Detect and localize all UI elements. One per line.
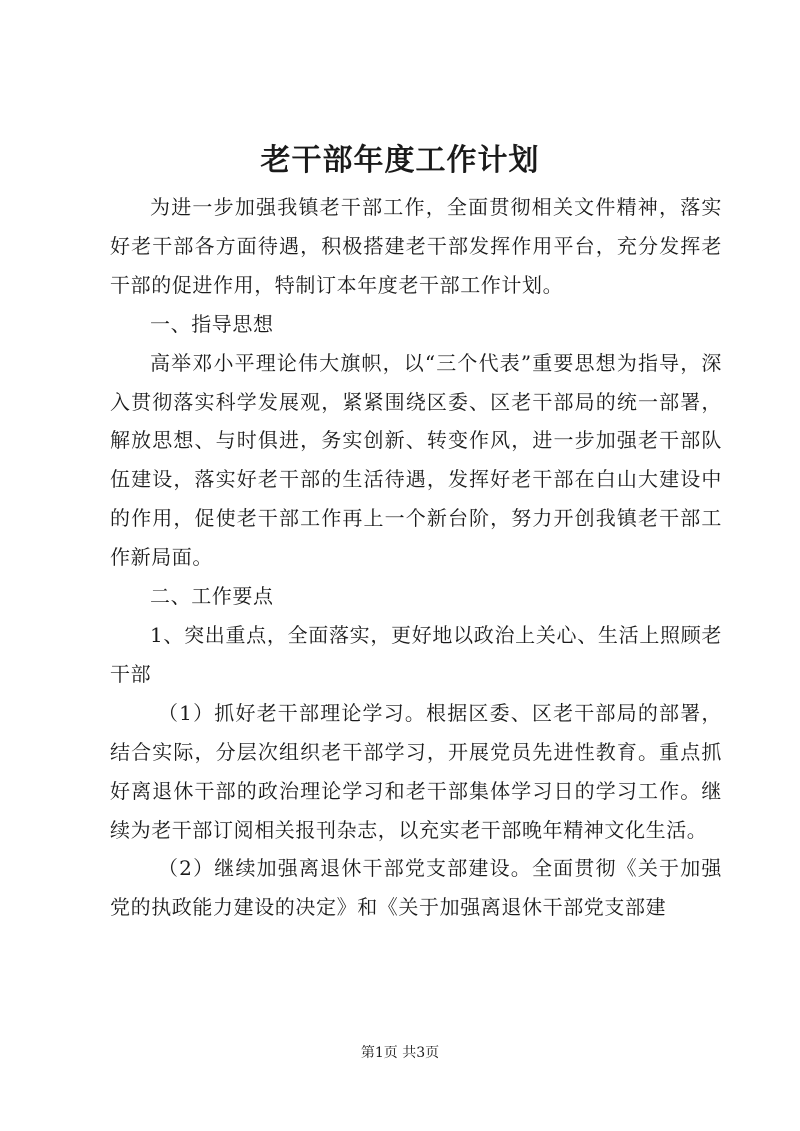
document-body [110, 188, 722, 927]
page-footer: 第1页 共3页 [360, 1045, 440, 1061]
guiding-ideology-paragraph: 高举邓小平理论伟大旗帜，以“三个代表”重要思想为指导，深入贯彻落实科学发展观，紧紧围绕区委、区老干部局的统一部署，解放思想、与时俱进，务实创新、转变作风，进一步加强老干部队伍建设，落实好老干部的生活待遇，发挥好老干部在白山大建设中的作用，促使老干部工作再上一个新台阶，努力开创我镇老干部工作新局面。 [110, 350, 722, 570]
intro-paragraph: 为进一步加强我镇老干部工作，全面贯彻相关文件精神，落实好老干部各方面待遇，积极搭建老干部发挥作用平台，充分发挥老干部的促进作用，特制订本年度老干部工作计划。 [110, 195, 722, 297]
work-point-1-item-1: （1）抓好老干部理论学习。根据区委、区老干部局的部署，结合实际，分层次组织老干部学习，开展党员先进性教育。重点抓好离退休干部的政治理论学习和老干部集体学习日的学习工作。继续为老干部订阅相关报刊杂志，以充实老干部晚年精神文化生活。 [110, 700, 722, 842]
work-point-1-item-2: （2）继续加强离退休干部党支部建设。全面贯彻《关于加强党的执政能力建设的决定》和《关于加强离退休干部党支部建 [110, 856, 722, 920]
section-heading-work-points: 二、工作要点 [150, 584, 274, 609]
section-heading-guiding-ideology: 一、指导思想 [150, 311, 274, 336]
document-title: 老干部年度工作计划 [260, 143, 540, 178]
work-point-1-heading: 1、突出重点，全面落实，更好地以政治上关心、生活上照顾老干部 [110, 622, 722, 686]
